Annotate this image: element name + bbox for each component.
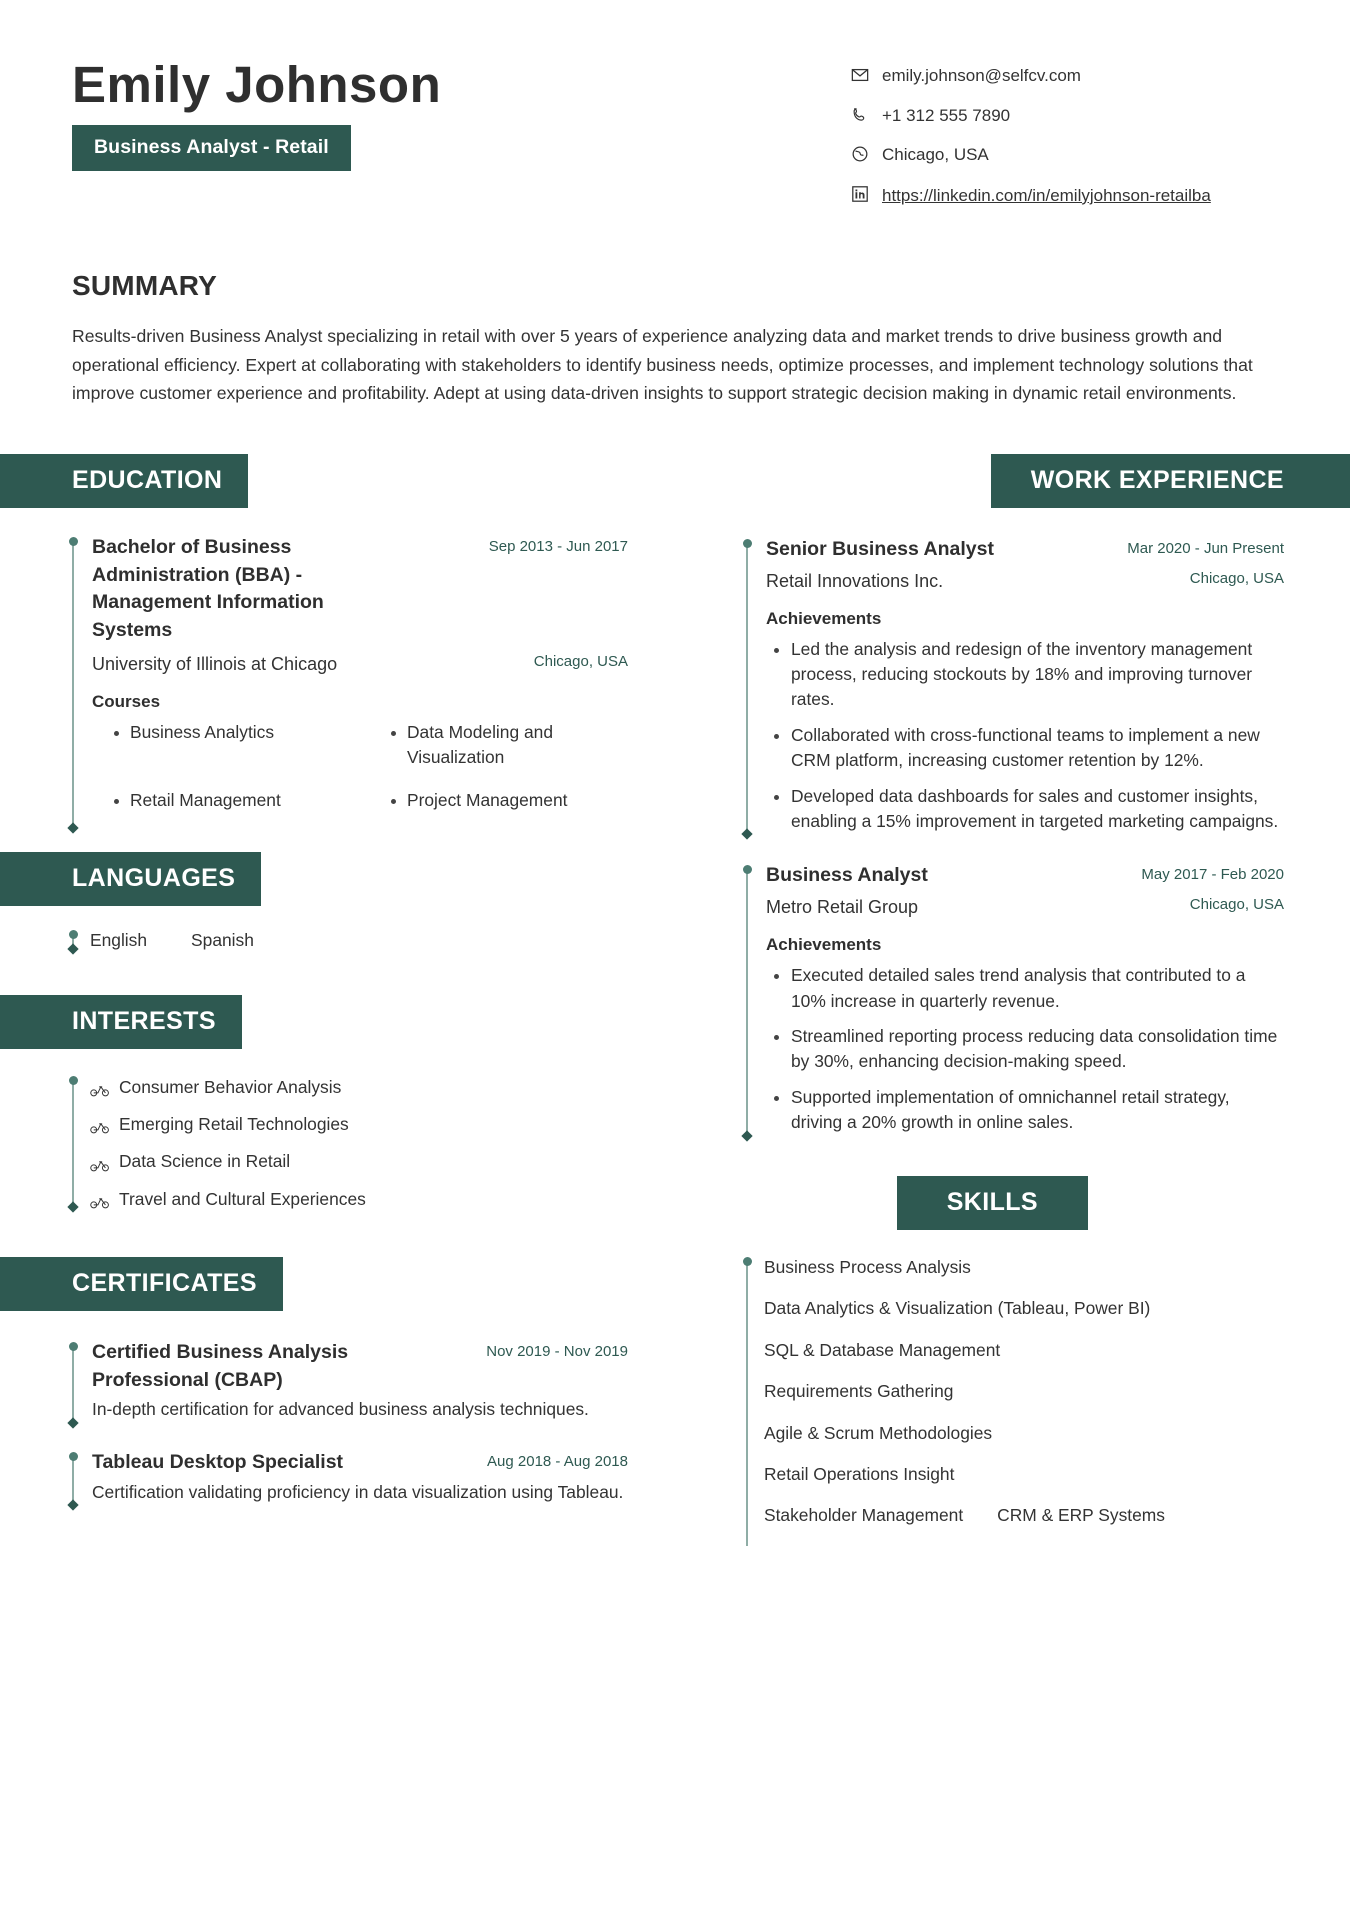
timeline-dot	[69, 1452, 78, 1461]
contact-phone-text: +1 312 555 7890	[882, 105, 1011, 125]
timeline-dot	[69, 930, 78, 939]
work-company: Retail Innovations Inc.	[766, 570, 944, 591]
education-location: Chicago, USA	[533, 652, 628, 670]
contact-email[interactable]	[850, 64, 1280, 89]
contact-linkedin-link[interactable]: https://linkedin.com/in/emilyjohnson-retailba	[882, 185, 1211, 205]
skill-item: Stakeholder Management	[764, 1505, 964, 1526]
contact-location	[850, 143, 1280, 168]
timeline-line	[72, 1346, 74, 1423]
timeline-line	[72, 1456, 74, 1505]
linkedin-icon	[850, 184, 870, 204]
achievement-item: Streamlined reporting process reducing data consolidation time by 30%, enhancing decision-making speed.	[766, 1024, 1284, 1075]
identity-block	[72, 52, 441, 171]
contact-list	[850, 52, 1280, 208]
achievements-list	[766, 963, 1284, 1135]
skill-item: Data Analytics & Visualization (Tableau, Power BI)	[764, 1298, 1151, 1319]
education-entry	[72, 534, 628, 828]
achievement-item: Developed data dashboards for sales and customer insights, enabling a 15% improvement in targeted marketing campaigns.	[766, 784, 1284, 835]
contact-location-text: Chicago, USA	[882, 145, 989, 165]
summary-section	[0, 208, 1350, 408]
skill-item: Agile & Scrum Methodologies	[764, 1422, 993, 1443]
timeline-line	[746, 869, 748, 1135]
certificate-entry	[72, 1449, 628, 1505]
bicycle-icon	[90, 1079, 110, 1095]
achievement-item: Executed detailed sales trend analysis that contributed to a 10% increase in quarterly revenue.	[766, 963, 1284, 1014]
course-item: Business Analytics	[92, 720, 351, 788]
timeline-line	[72, 1080, 74, 1207]
timeline-line	[746, 543, 748, 835]
page-title: Emily Johnson	[72, 56, 442, 113]
bicycle-icon	[90, 1154, 110, 1170]
job-title-badge: Business Analyst - Retail	[72, 125, 351, 171]
timeline-dot	[69, 537, 78, 546]
work-dates: Mar 2020 - Jun Present	[1127, 539, 1284, 557]
skill-item: Business Process Analysis	[764, 1256, 971, 1277]
timeline-line	[746, 1261, 748, 1546]
work-title: Business Analyst	[766, 864, 928, 887]
left-column	[0, 454, 700, 1546]
timeline-dot	[743, 865, 752, 874]
timeline-dot	[69, 1076, 78, 1085]
interest-item	[90, 1187, 628, 1211]
achievements-label: Achievements	[766, 608, 882, 628]
body-columns	[0, 408, 1350, 1546]
interest-label: Emerging Retail Technologies	[119, 1114, 349, 1135]
achievement-item: Supported implementation of omnichannel retail strategy, driving a 20% growth in online sales.	[766, 1085, 1284, 1136]
phone-icon	[850, 105, 870, 125]
skill-item: CRM & ERP Systems	[997, 1505, 1165, 1526]
certificate-description: Certification validating proficiency in data visualization using Tableau.	[92, 1481, 624, 1502]
certificates-section	[0, 1257, 700, 1311]
courses-label: Courses	[92, 691, 161, 711]
interest-label: Data Science in Retail	[119, 1151, 291, 1172]
summary-heading: SUMMARY	[72, 270, 218, 302]
timeline-diamond	[67, 1499, 78, 1510]
work-location: Chicago, USA	[1189, 896, 1284, 914]
envelope-icon	[850, 65, 870, 85]
languages-list	[72, 930, 628, 951]
skill-item: Requirements Gathering	[764, 1381, 954, 1402]
language-item: English	[90, 929, 148, 950]
course-item: Retail Management	[92, 788, 351, 828]
certificate-title: Certified Business Analysis Professional (CBAP)	[92, 1341, 349, 1391]
skills-heading: SKILLS	[897, 1176, 1088, 1230]
timeline-diamond	[67, 822, 78, 833]
skills-section	[700, 1176, 1350, 1230]
timeline-diamond	[67, 1201, 78, 1212]
interests-section	[0, 995, 700, 1049]
interest-item	[90, 1112, 628, 1136]
languages-heading: LANGUAGES	[0, 852, 261, 906]
timeline-dot	[69, 1342, 78, 1351]
interests-list	[72, 1075, 628, 1211]
work-heading: WORK EXPERIENCE	[991, 454, 1350, 508]
interests-heading: INTERESTS	[0, 995, 242, 1049]
timeline-dot	[743, 1257, 752, 1266]
interest-label: Travel and Cultural Experiences	[119, 1188, 366, 1209]
contact-phone[interactable]	[850, 104, 1280, 129]
skill-item: SQL & Database Management	[764, 1339, 1001, 1360]
resume-header	[0, 0, 1350, 208]
summary-text: Results-driven Business Analyst specializing in retail with over 5 years of experience analyzing data and market trends to drive business growth and operational efficiency. Expert at collaborating with stakeholders to identify business needs, optimize processes, and implement technology solutions that improve customer experience and profitability. Adept at using data-driven insights to support strategic decision making in dynamic retail environments.	[72, 326, 1253, 404]
timeline-line	[72, 541, 74, 828]
education-heading: EDUCATION	[0, 454, 248, 508]
certificate-entry	[72, 1339, 628, 1423]
work-company: Metro Retail Group	[766, 897, 919, 918]
achievements-label: Achievements	[766, 935, 882, 955]
certificate-title: Tableau Desktop Specialist	[92, 1450, 344, 1473]
timeline-dot	[743, 539, 752, 548]
skills-list	[746, 1256, 1310, 1546]
bicycle-icon	[90, 1116, 110, 1132]
language-item: Spanish	[191, 929, 254, 950]
contact-email-text: emily.johnson@selfcv.com	[882, 66, 1081, 85]
achievement-item: Collaborated with cross-functional teams to implement a new CRM platform, increasing customer retention by 12%.	[766, 723, 1284, 774]
course-item: Project Management	[369, 788, 628, 828]
certificate-dates: Nov 2019 - Nov 2019	[486, 1343, 628, 1361]
skill-item: Retail Operations Insight	[764, 1464, 955, 1484]
education-section	[0, 454, 700, 508]
course-item: Data Modeling and Visualization	[369, 720, 628, 788]
work-location: Chicago, USA	[1189, 569, 1284, 587]
certificate-description: In-depth certification for advanced business analysis techniques.	[92, 1399, 589, 1420]
languages-section	[0, 852, 700, 906]
interest-item	[90, 1075, 628, 1099]
education-degree: Bachelor of Business Administration (BBA) - Management Information Systems	[92, 535, 324, 641]
work-section	[700, 454, 1350, 508]
bicycle-icon	[90, 1191, 110, 1207]
interest-label: Consumer Behavior Analysis	[119, 1076, 342, 1097]
courses-grid	[92, 720, 628, 828]
work-entry	[746, 536, 1284, 835]
certificates-heading: CERTIFICATES	[0, 1257, 283, 1311]
work-dates: May 2017 - Feb 2020	[1141, 866, 1284, 884]
work-title: Senior Business Analyst	[766, 537, 994, 560]
education-school: University of Illinois at Chicago	[92, 653, 338, 674]
interest-item	[90, 1149, 628, 1173]
timeline-diamond	[67, 943, 78, 954]
education-dates: Sep 2013 - Jun 2017	[488, 537, 628, 555]
contact-linkedin[interactable]	[850, 183, 1280, 209]
achievement-item: Led the analysis and redesign of the inventory management process, reducing stockouts by 18% and improving turnover rates.	[766, 637, 1284, 713]
certificate-dates: Aug 2018 - Aug 2018	[487, 1452, 628, 1470]
timeline-diamond	[741, 1130, 752, 1141]
right-column	[700, 454, 1350, 1546]
timeline-diamond	[67, 1417, 78, 1428]
timeline-diamond	[741, 829, 752, 840]
achievements-list	[766, 637, 1284, 835]
work-entry	[746, 862, 1284, 1135]
globe-icon	[850, 144, 870, 164]
